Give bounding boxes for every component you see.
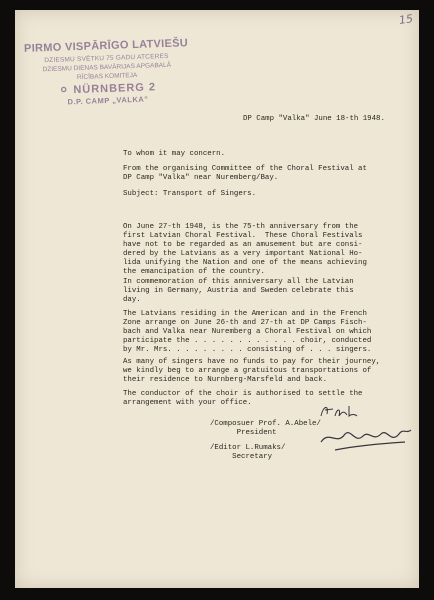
letter-paragraph-4: As many of singers have no funds to pay for their journey, we kindly beg to arrange a gratuitous transportations of their residence to Nurnberg-Marsfeld and back.: [123, 358, 381, 384]
letter-subject: Subject: Transport of Singers.: [123, 190, 257, 198]
signature-secretary: /Editor L.Rumaks/ Secretary: [210, 444, 286, 461]
page-number: 15: [398, 12, 414, 27]
letter-sheet: [15, 10, 419, 588]
letter-paragraph-5: The conductor of the choir is authorised to settle the arrangement with your office.: [123, 390, 363, 407]
letter-paragraph-2: In commemoration of this anniversary all the Latvian living in Germany, Austria and Sweden celebrate this day.: [123, 278, 354, 304]
stamp-line-1: PIRMO VISPĀRĪGO LATVIEŠU: [23, 37, 189, 55]
president-handwritten-signature: [315, 400, 365, 422]
secretary-handwritten-signature: [315, 420, 415, 460]
letter-from: From the organising Committee of the Choral Festival at DP Camp "Valka" near Nuremberg/Bay.: [123, 165, 367, 182]
letter-paragraph-3: The Latvians residing in the American and in the French Zone arrange on June 26-th and 27-th at DP Camps Fisch- bach and Valka near Nuremberg a Choral Festival on which participate the . . . . . . . . . . . . choir, conducted by Mr. Mrs. . . . . . . . . consisting of . . . singers.: [123, 310, 372, 354]
letter-paragraph-1: On June 27-th 1948, is the 75-th anniversary from the first Latvian Choral Festival. These Choral Festivals have not to be regarded as an amusement but are consi- dered by the Latvians as a very important National Ho- lida unifying the Nation and one of the means achieving the emancipation of the country.: [123, 223, 367, 276]
letter-date: DP Camp "Valka" June 18-th 1948.: [243, 115, 385, 123]
stamp-line-3: DZIESMU DIENAS BAVĀRIJAS APGABALĀ: [42, 61, 172, 74]
stamp-line-4: RĪCĪBAS KOMITEJA: [76, 71, 138, 82]
stamp-line-6: D.P. CAMP „VALKA”: [67, 94, 149, 107]
stamp-line-5: ⚪︎ NÜRNBERG 2: [58, 81, 157, 97]
stamp-city: NÜRNBERG 2: [73, 81, 157, 97]
signature-president: /Composuer Prof. A.Abele/ President: [210, 420, 321, 437]
letter-addressee: To whom it may concern.: [123, 150, 226, 158]
committee-stamp: [18, 37, 196, 108]
stamp-line-2: DZIESMU SVĒTKU 75 GADU ATCERES: [44, 52, 169, 65]
